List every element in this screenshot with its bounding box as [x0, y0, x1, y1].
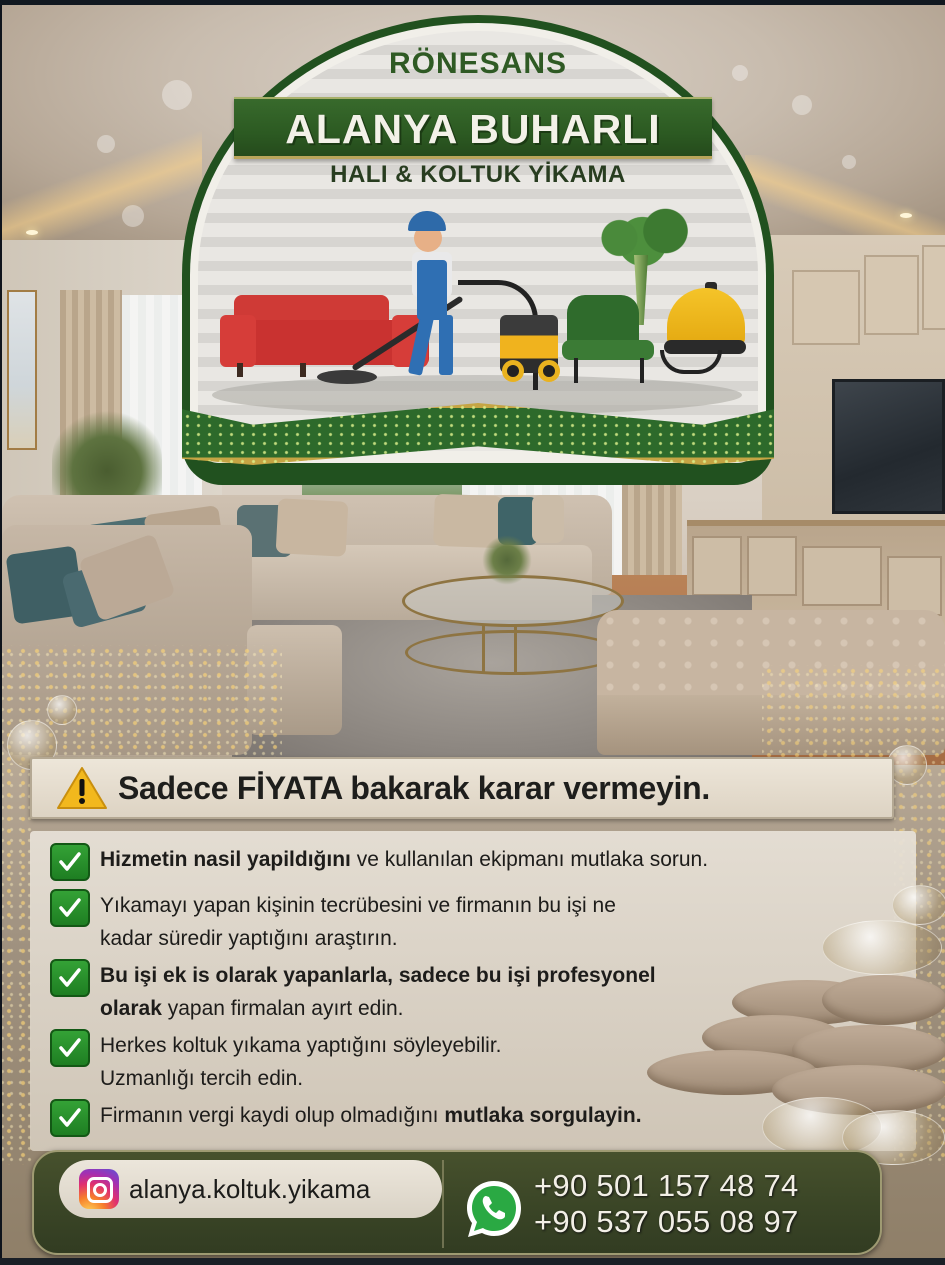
drawer — [802, 546, 882, 606]
green-check-icon — [50, 1099, 90, 1137]
checklist-regular-text: Firmanın vergi kaydi olup olmadığını — [100, 1104, 445, 1127]
instagram-link[interactable] — [59, 1160, 442, 1218]
checklist-bold-text: Hizmetin nasil yapildığını — [100, 848, 351, 871]
worker-overalls — [417, 260, 447, 320]
green-check-icon — [50, 1029, 90, 1067]
checklist-item — [50, 959, 656, 1025]
checklist-item — [50, 843, 708, 881]
checklist-regular-text: yapan firmalan ayırt edin. — [161, 997, 404, 1020]
cleaning-illustration — [202, 200, 752, 415]
machine-wheel — [538, 360, 560, 382]
checklist-line: Herkes koltuk yıkama yaptığını söyleyebilir. — [100, 1034, 502, 1057]
bokeh — [162, 80, 192, 110]
machine-wheel — [502, 360, 524, 382]
upper-cabinet — [792, 270, 860, 345]
checklist-item — [50, 1099, 642, 1137]
instagram-icon — [79, 1169, 119, 1209]
warning-triangle-icon — [56, 765, 108, 811]
brand-banner-text: ALANYA BUHARLI — [285, 106, 661, 152]
green-check-icon — [50, 889, 90, 927]
table-leg — [514, 625, 517, 673]
checklist-bold-text: Bu işi ek is olarak yapanlarla, sadece bu işi profesyonel — [100, 964, 656, 987]
television — [832, 379, 945, 514]
fabric-puff — [822, 975, 945, 1025]
bokeh — [792, 95, 812, 115]
checklist-line: Yıkamayı yapan kişinin tecrübesini ve firmanın bu işi ne — [100, 894, 616, 917]
gold-glitter — [2, 765, 32, 1165]
steamer-hose — [660, 350, 722, 374]
instagram-handle: alanya.koltuk.yikama — [129, 1173, 371, 1204]
green-check-icon — [50, 959, 90, 997]
checklist-text — [100, 889, 616, 955]
steam-cleaner-icon — [667, 288, 745, 346]
pillow-beige — [532, 495, 564, 543]
downlight — [900, 213, 912, 218]
phone-number-2[interactable]: +90 537 055 08 97 — [534, 1204, 799, 1239]
ceiling-light-right — [745, 155, 945, 245]
chair-leg — [640, 358, 644, 383]
worker-helmet-icon — [408, 211, 446, 231]
worker-leg — [439, 315, 453, 375]
wall-painting — [7, 290, 37, 450]
green-armchair-seat — [562, 340, 654, 360]
bubble — [822, 920, 942, 975]
checklist-bold-text: olarak — [100, 997, 162, 1020]
checklist-text — [100, 1029, 502, 1095]
whatsapp-icon[interactable] — [462, 1177, 526, 1241]
checklist-regular-text: ve kullanılan ekipmanı mutlaka sorun. — [350, 848, 709, 871]
bubble — [47, 695, 77, 725]
checklist-text — [100, 843, 708, 876]
warning-text: Sadece FİYATA bakarak karar vermeyin. — [118, 769, 710, 806]
checklist-text — [100, 1099, 642, 1132]
checklist-text — [100, 959, 656, 1025]
bubble — [892, 885, 945, 925]
upper-cabinet — [864, 255, 919, 335]
sofa-foot — [237, 363, 243, 377]
table-plant — [482, 535, 532, 585]
downlight — [26, 230, 38, 235]
phone-numbers — [534, 1168, 799, 1240]
checklist-item — [50, 889, 616, 955]
fabric-puffs-decoration — [642, 885, 945, 1165]
pillow-beige — [276, 498, 349, 557]
bokeh — [842, 155, 856, 169]
red-sofa-arm — [220, 315, 256, 367]
brand-subtitle: HALI & KOLTUK YİKAMA — [330, 161, 626, 188]
checklist-line: Uzmanlığı tercih edin. — [100, 1067, 304, 1090]
brand-name: RÖNESANS — [388, 47, 568, 80]
brand-banner — [234, 97, 712, 159]
table-leg — [482, 625, 485, 673]
chair-leg — [574, 358, 578, 383]
checklist-item — [50, 1029, 502, 1095]
poster — [2, 5, 945, 1260]
dirt-pile — [317, 370, 377, 384]
bokeh — [122, 205, 144, 227]
checklist-bold-text: mutlaka sorgulayin. — [444, 1104, 642, 1127]
green-check-icon — [50, 843, 90, 881]
warning-banner — [30, 757, 894, 819]
coffee-table-base — [405, 630, 621, 675]
bottom-dark-strip — [0, 1258, 945, 1265]
checklist-line: kadar süredir yaptığını araştırın. — [100, 927, 398, 950]
bokeh — [97, 135, 115, 153]
drawer — [692, 536, 742, 596]
sofa-foot — [300, 363, 306, 377]
upper-cabinet — [922, 245, 945, 330]
drawer — [887, 556, 942, 616]
phone-number-1[interactable]: +90 501 157 48 74 — [534, 1168, 799, 1203]
contact-separator — [442, 1160, 444, 1248]
drawer — [747, 536, 797, 596]
